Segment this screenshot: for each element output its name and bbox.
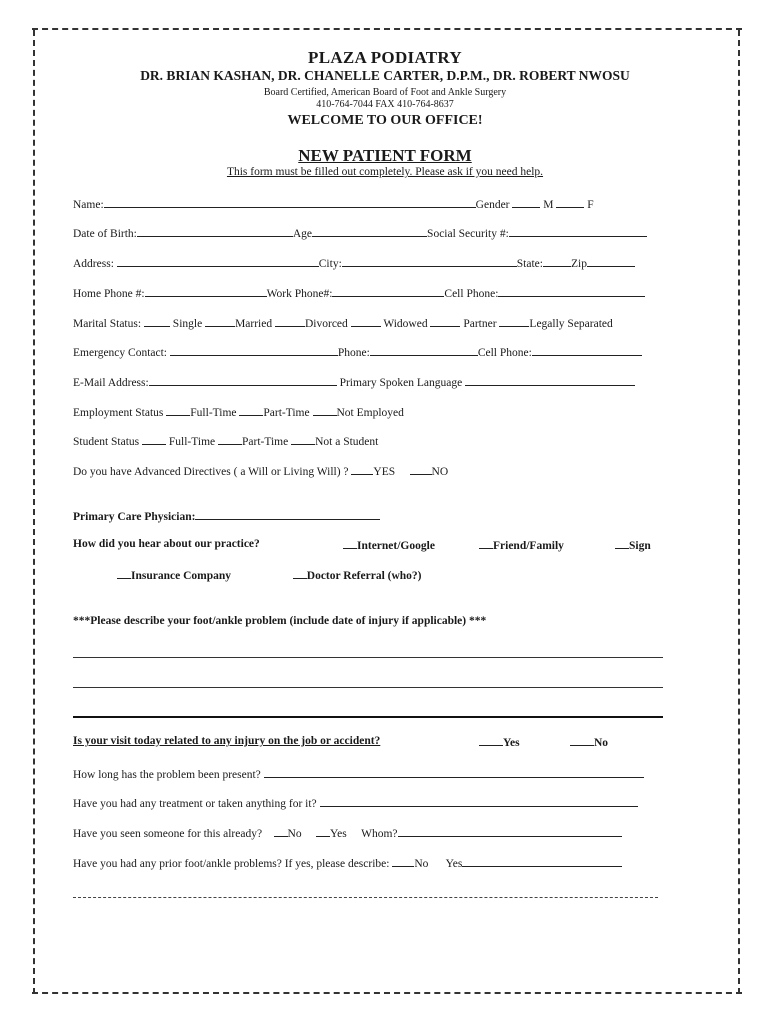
referral-friend-blank[interactable] <box>479 538 493 549</box>
border-bottom <box>32 992 742 994</box>
seen-no-label: No <box>287 828 302 840</box>
age-label: Age <box>292 228 313 240</box>
employment-part-label: Part-Time <box>263 407 310 419</box>
seen-yes-blank[interactable] <box>316 826 330 837</box>
name-label: Name: <box>73 199 104 211</box>
zip-label: Zip <box>570 258 587 270</box>
seen-question: Have you seen someone for this already? <box>73 828 263 840</box>
employment-part-blank[interactable] <box>239 405 263 416</box>
name-field[interactable] <box>104 197 476 208</box>
zip-field[interactable] <box>587 256 635 267</box>
injury-row <box>73 735 653 747</box>
gender-female-blank[interactable] <box>556 197 584 208</box>
doctor-names: DR. BRIAN KASHAN, DR. CHANELLE CARTER, D.P.M., DR. ROBERT NWOSU <box>140 68 630 83</box>
treatment-field[interactable] <box>320 796 638 807</box>
how-long-row <box>73 767 644 781</box>
injury-no-blank[interactable] <box>570 735 594 746</box>
employment-full-label: Full-Time <box>190 407 237 419</box>
directives-question: Do you have Advanced Directives ( a Will or Living Will) ? <box>73 466 349 478</box>
employment-none-label: Not Employed <box>336 407 404 419</box>
marital-partner-blank[interactable] <box>430 316 460 327</box>
home-phone-field[interactable] <box>145 286 267 297</box>
referral-sign-label: Sign <box>629 540 651 552</box>
referral-internet-label: Internet/Google <box>357 540 435 552</box>
seen-no-blank[interactable] <box>274 826 288 837</box>
referral-friend-label: Friend/Family <box>493 540 564 552</box>
referral-doctor-blank[interactable] <box>293 568 307 579</box>
employment-row <box>73 405 404 419</box>
student-full-blank[interactable] <box>142 434 166 445</box>
directives-yes-label: YES <box>373 466 396 478</box>
directives-yes-blank[interactable] <box>351 464 373 475</box>
directives-no-blank[interactable] <box>410 464 432 475</box>
referral-doctor-label: Doctor Referral (who?) <box>306 570 422 582</box>
cell-phone-field[interactable] <box>498 286 645 297</box>
form-instructions: This form must be filled out completely. Please ask if you need help. <box>226 166 544 178</box>
prior-row <box>73 856 622 870</box>
prior-describe-field[interactable] <box>462 856 622 867</box>
dob-row <box>73 226 647 240</box>
emergency-cell-field[interactable] <box>532 345 642 356</box>
gender-label: Gender <box>475 199 510 211</box>
prior-question: Have you had any prior foot/ankle problems? If yes, please describe: <box>73 858 390 870</box>
city-field[interactable] <box>342 256 517 267</box>
referral-insurance-blank[interactable] <box>117 568 131 579</box>
state-label: State: <box>516 258 543 270</box>
age-field[interactable] <box>312 226 427 237</box>
ssn-label: Social Security #: <box>427 228 509 240</box>
email-row <box>73 375 635 389</box>
whom-label: Whom? <box>361 828 398 840</box>
referral-internet-blank[interactable] <box>343 538 357 549</box>
student-none-blank[interactable] <box>291 434 315 445</box>
directives-row <box>73 464 448 478</box>
treatment-row <box>73 796 638 810</box>
marital-row <box>73 316 613 330</box>
welcome-heading: WELCOME TO OUR OFFICE! <box>287 113 483 128</box>
marital-separated-label: Legally Separated <box>529 318 613 330</box>
work-phone-label: Work Phone#: <box>266 288 333 300</box>
language-label: Primary Spoken Language <box>339 377 463 389</box>
ssn-field[interactable] <box>509 226 647 237</box>
phone-fax: 410-764-7044 FAX 410-764-8637 <box>316 99 454 110</box>
seen-row <box>73 826 622 840</box>
work-phone-field[interactable] <box>332 286 444 297</box>
marital-label: Marital Status: <box>73 318 142 330</box>
injury-question: Is your visit today related to any injury on the job or accident? <box>73 735 381 747</box>
home-phone-label: Home Phone #: <box>73 288 145 300</box>
prior-describe-line[interactable] <box>73 897 658 898</box>
student-label: Student Status <box>73 436 140 448</box>
cell-phone-label: Cell Phone: <box>444 288 499 300</box>
seen-yes-label: Yes <box>329 828 347 840</box>
injury-yes-blank[interactable] <box>479 735 503 746</box>
prior-yes-label: Yes <box>445 858 463 870</box>
emergency-contact-field[interactable] <box>170 345 338 356</box>
marital-married-blank[interactable] <box>205 316 235 327</box>
employment-full-blank[interactable] <box>166 405 190 416</box>
injury-yes-label: Yes <box>503 737 520 749</box>
practice-name: PLAZA PODIATRY <box>308 48 462 67</box>
emergency-phone-field[interactable] <box>370 345 478 356</box>
treatment-question: Have you had any treatment or taken anything for it? <box>73 798 317 810</box>
phone-row <box>73 286 645 300</box>
pcp-row <box>73 509 380 523</box>
student-full-label: Full-Time <box>168 436 216 448</box>
marital-widowed-blank[interactable] <box>351 316 381 327</box>
referral-insurance-label: Insurance Company <box>131 570 232 582</box>
whom-field[interactable] <box>398 826 622 837</box>
address-field[interactable] <box>117 256 319 267</box>
marital-single-blank[interactable] <box>144 316 170 327</box>
city-label: City: <box>318 258 342 270</box>
address-label: Address: <box>73 258 114 270</box>
prior-no-blank[interactable] <box>392 856 414 867</box>
referral-question: How did you hear about our practice? <box>73 538 260 550</box>
pcp-field[interactable] <box>195 509 380 520</box>
prior-no-label: No <box>414 858 429 870</box>
dob-label: Date of Birth: <box>73 228 137 240</box>
address-row <box>73 256 635 270</box>
marital-single-label: Single <box>172 318 203 330</box>
injury-no-label: No <box>594 737 609 749</box>
employment-none-blank[interactable] <box>313 405 337 416</box>
language-field[interactable] <box>465 375 635 386</box>
problem-line-2[interactable] <box>73 687 663 688</box>
emergency-phone-label: Phone: <box>337 347 370 359</box>
gender-female-label: F <box>587 199 594 211</box>
email-field[interactable] <box>149 375 337 386</box>
problem-line-1[interactable] <box>73 657 663 658</box>
board-certification: Board Certified, American Board of Foot and Ankle Surgery <box>263 87 507 98</box>
emergency-row <box>73 345 642 359</box>
marital-divorced-blank[interactable] <box>275 316 305 327</box>
marital-separated-blank[interactable] <box>499 316 529 327</box>
student-row <box>73 434 378 448</box>
marital-married-label: Married <box>235 318 273 330</box>
referral-row-2 <box>117 568 422 582</box>
gender-male-blank[interactable] <box>512 197 540 208</box>
emergency-cell-label: Cell Phone: <box>477 347 532 359</box>
student-part-label: Part-Time <box>242 436 289 448</box>
student-none-label: Not a Student <box>315 436 379 448</box>
pcp-label: Primary Care Physician: <box>73 511 196 523</box>
dob-field[interactable] <box>137 226 293 237</box>
marital-widowed-label: Widowed <box>383 318 428 330</box>
referral-sign-blank[interactable] <box>615 538 629 549</box>
name-gender-row <box>73 197 594 211</box>
employment-label: Employment Status <box>73 407 164 419</box>
state-field[interactable] <box>543 256 571 267</box>
emergency-label: Emergency Contact: <box>73 347 167 359</box>
border-top <box>32 28 742 30</box>
referral-row <box>73 538 653 550</box>
gender-male-label: M <box>543 199 554 211</box>
form-title: NEW PATIENT FORM <box>298 146 472 165</box>
problem-line-3[interactable] <box>73 716 663 718</box>
email-label: E-Mail Address: <box>73 377 149 389</box>
problem-prompt: ***Please describe your foot/ankle problem (include date of injury if applicable) *** <box>73 615 487 627</box>
directives-no-label: NO <box>431 466 449 478</box>
student-part-blank[interactable] <box>218 434 242 445</box>
marital-partner-label: Partner <box>463 318 497 330</box>
how-long-question: How long has the problem been present? <box>73 769 261 781</box>
how-long-field[interactable] <box>264 767 644 778</box>
marital-divorced-label: Divorced <box>304 318 348 330</box>
